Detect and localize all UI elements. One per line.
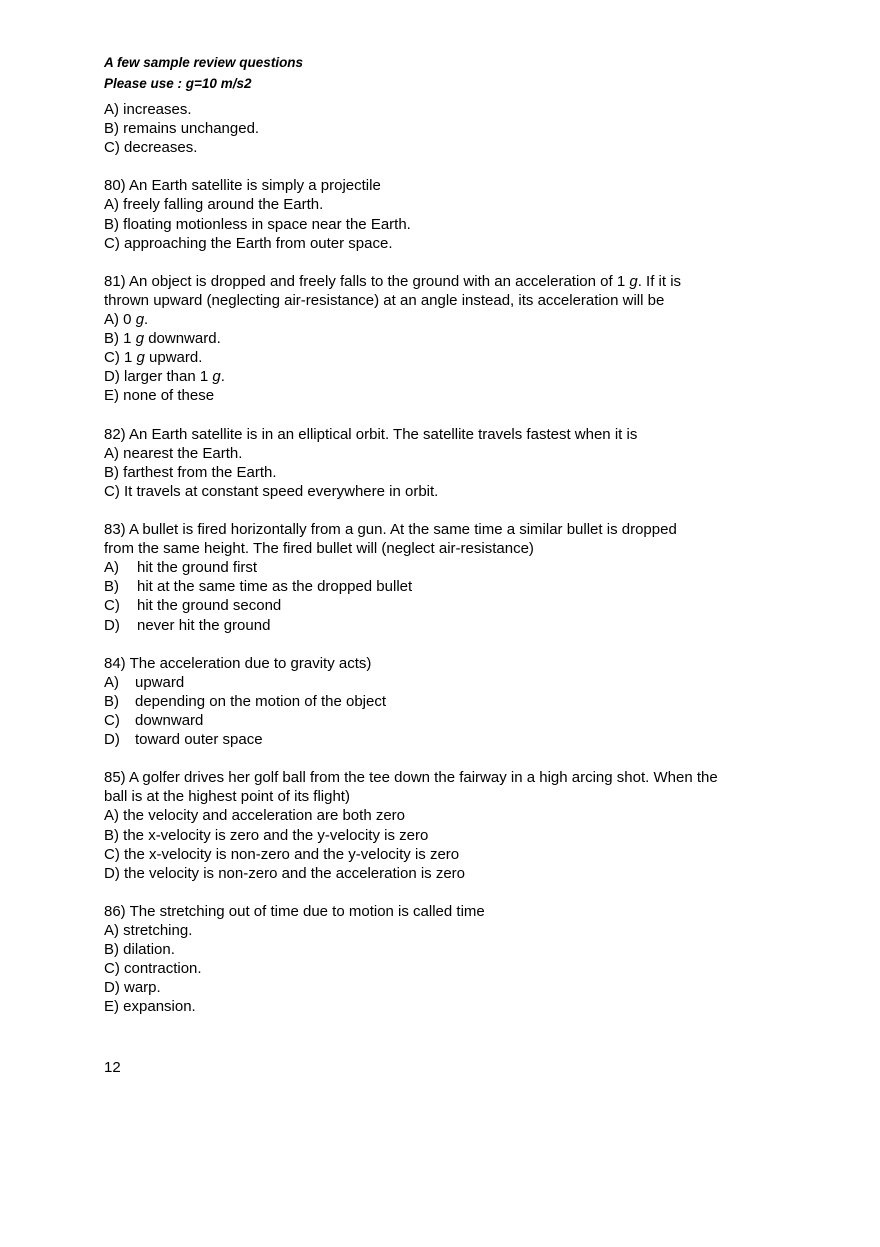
option-d <box>104 730 804 749</box>
question-80 <box>104 176 804 252</box>
option-d <box>104 978 804 997</box>
option-c <box>104 959 804 978</box>
option-text: nearest the Earth. <box>123 444 243 462</box>
option-text: It travels at constant speed everywhere in orbit. <box>124 482 439 500</box>
question-stem-line-1: 85) A golfer drives her golf ball from the tee down the fairway in a high arcing shot. When the <box>104 769 718 787</box>
option-label: B) <box>104 463 119 481</box>
option-text: warp. <box>124 979 161 997</box>
option-b <box>104 692 804 711</box>
option-b <box>104 215 804 234</box>
option-text: contraction. <box>124 960 202 978</box>
option-label: C) <box>104 234 120 252</box>
option-text: none of these <box>123 387 215 405</box>
option-a <box>104 806 804 825</box>
option-text: upward <box>135 673 185 691</box>
g-symbol: g <box>629 272 638 290</box>
option-label: D) <box>104 368 120 386</box>
stem-text: 81) An object is dropped and freely falls to the ground with an acceleration of 1 <box>104 272 630 290</box>
question-stem-line-1 <box>104 272 804 291</box>
question-stem-line-2: from the same height. The fired bullet will (neglect air-resistance) <box>104 540 534 558</box>
option-text: larger than 1 <box>124 368 213 386</box>
option-c <box>104 234 804 253</box>
option-text: 0 <box>123 311 136 329</box>
option-c <box>104 711 804 730</box>
option-text: depending on the motion of the object <box>135 692 387 710</box>
option-c <box>104 138 804 157</box>
question-stem: 86) The stretching out of time due to motion is called time <box>104 902 485 920</box>
option-text: expansion. <box>123 998 196 1016</box>
option-label: B) <box>104 578 119 596</box>
stem-text: . If it is <box>637 272 682 290</box>
question-stem: 82) An Earth satellite is in an elliptical orbit. The satellite travels fastest when it is <box>104 425 638 443</box>
option-a <box>104 310 804 329</box>
option-text: downward <box>135 712 204 729</box>
option-label: B) <box>104 330 119 348</box>
option-label: D) <box>104 864 120 882</box>
option-text: stretching. <box>123 922 193 940</box>
option-text: . <box>220 368 225 386</box>
option-b <box>104 463 804 482</box>
question-86 <box>104 902 804 1017</box>
option-text: increases. <box>123 101 192 118</box>
page-header <box>104 52 804 94</box>
option-text: the x-velocity is zero and the y-velocity is zero <box>123 826 429 844</box>
question-84 <box>104 654 804 749</box>
question-82 <box>104 425 804 501</box>
question-stem-line-1: 83) A bullet is fired horizontally from a gun. At the same time a similar bullet is dropped <box>104 521 677 539</box>
page-number: 12 <box>104 1059 121 1076</box>
option-text: the x-velocity is non-zero and the y-velocity is zero <box>124 845 460 863</box>
option-text: the velocity and acceleration are both zero <box>123 807 406 825</box>
option-c <box>104 845 804 864</box>
option-text: floating motionless in space near the Earth. <box>123 215 411 233</box>
option-e <box>104 997 804 1016</box>
option-a <box>104 673 804 692</box>
option-label: C) <box>104 139 120 157</box>
header-note: Please use : g=10 m/s2 <box>104 76 252 91</box>
option-label: C) <box>104 597 120 615</box>
option-a <box>104 195 804 214</box>
option-label: A) <box>104 559 119 577</box>
option-c <box>104 596 804 615</box>
question-stem-line-2: ball is at the highest point of its flight) <box>104 788 350 806</box>
option-label: A) <box>104 444 119 462</box>
option-text: . <box>144 311 149 329</box>
question-stem: 80) An Earth satellite is simply a projectile <box>104 177 381 195</box>
option-d <box>104 616 804 635</box>
option-text: hit the ground second <box>137 597 282 615</box>
option-label: A) <box>104 101 119 118</box>
question-79-tail <box>104 100 804 157</box>
question-81 <box>104 272 804 406</box>
option-label: C) <box>104 960 120 978</box>
option-text: 1 <box>124 349 137 367</box>
option-text: hit the ground first <box>137 559 258 577</box>
option-text: never hit the ground <box>137 616 271 634</box>
option-d <box>104 367 804 386</box>
option-text: freely falling around the Earth. <box>123 196 324 214</box>
option-label: B) <box>104 941 119 959</box>
option-label: B) <box>104 826 119 844</box>
option-b <box>104 940 804 959</box>
option-label: B) <box>104 120 119 138</box>
option-label: A) <box>104 807 119 825</box>
option-label: D) <box>104 616 120 634</box>
question-stem-line-2: thrown upward (neglecting air-resistance) at an angle instead, its acceleration will be <box>104 291 665 309</box>
option-a <box>104 100 804 119</box>
option-label: B) <box>104 215 119 233</box>
option-label: A) <box>104 311 119 329</box>
option-b <box>104 826 804 845</box>
option-c <box>104 482 804 501</box>
option-text: 1 <box>123 330 136 348</box>
option-e <box>104 386 804 405</box>
g-symbol: g <box>212 368 221 386</box>
option-text: decreases. <box>124 139 198 157</box>
g-symbol: g <box>135 330 145 348</box>
option-b <box>104 119 804 138</box>
option-b <box>104 577 804 596</box>
option-text: downward. <box>144 330 221 348</box>
option-label: C) <box>104 845 120 863</box>
option-label: D) <box>104 979 120 997</box>
g-symbol: g <box>136 349 145 367</box>
question-85 <box>104 768 804 883</box>
option-label: B) <box>104 692 119 710</box>
option-text: dilation. <box>123 941 175 959</box>
option-label: A) <box>104 196 119 214</box>
option-a <box>104 444 804 463</box>
option-text: farthest from the Earth. <box>123 463 277 481</box>
option-text: upward. <box>144 349 203 367</box>
option-label: A) <box>104 922 119 940</box>
header-title: A few sample review questions <box>104 55 304 70</box>
option-text: toward outer space <box>135 731 263 749</box>
document-page <box>104 52 804 1036</box>
option-b <box>104 329 804 348</box>
option-label: A) <box>104 673 119 691</box>
option-d <box>104 864 804 883</box>
option-label: C) <box>104 712 120 729</box>
question-stem: 84) The acceleration due to gravity acts) <box>104 654 372 672</box>
option-c <box>104 348 804 367</box>
option-a <box>104 921 804 940</box>
option-text: hit at the same time as the dropped bullet <box>137 578 413 596</box>
option-a <box>104 558 804 577</box>
option-label: E) <box>104 387 119 405</box>
option-text: approaching the Earth from outer space. <box>124 234 393 252</box>
option-label: C) <box>104 349 120 367</box>
option-text: the velocity is non-zero and the acceleration is zero <box>124 864 466 882</box>
question-83 <box>104 520 804 635</box>
option-label: D) <box>104 731 120 749</box>
g-symbol: g <box>135 311 145 329</box>
option-label: C) <box>104 482 120 500</box>
option-text: remains unchanged. <box>123 120 260 138</box>
option-label: E) <box>104 998 119 1016</box>
